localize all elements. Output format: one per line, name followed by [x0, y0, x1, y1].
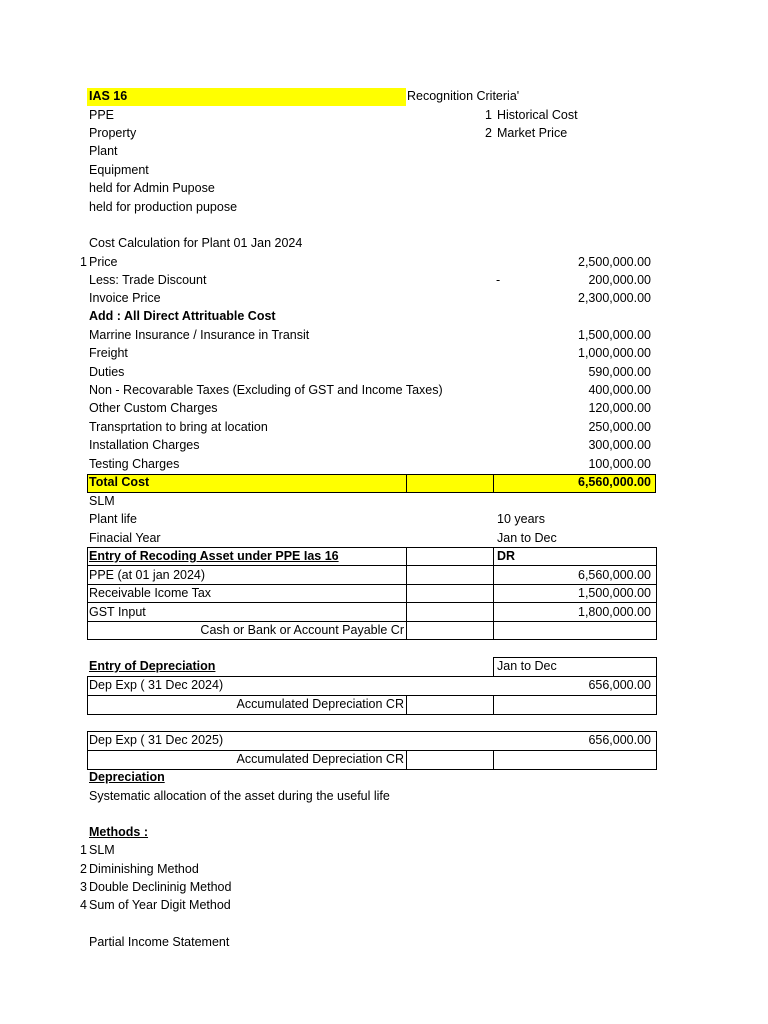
invoice-label: Invoice Price	[89, 291, 161, 305]
total-cell-mid	[406, 474, 494, 493]
dep-2024-label: Dep Exp ( 31 Dec 2024)	[89, 678, 224, 692]
dep-2025-label: Dep Exp ( 31 Dec 2025)	[89, 733, 224, 747]
direct-cost-value: 250,000.00	[588, 420, 651, 434]
direct-cost-value: 590,000.00	[588, 365, 651, 379]
direct-cost-label: Marrine Insurance / Insurance in Transit	[89, 328, 310, 342]
direct-cost-value: 400,000.00	[588, 383, 651, 397]
entry1-row-value: 1,800,000.00	[578, 605, 651, 619]
entry1-credit-label: Cash or Bank or Account Payable Cr	[200, 623, 404, 637]
financial-year-label: Finacial Year	[89, 531, 161, 545]
entry1-row-label: Receivable Icome Tax	[89, 586, 212, 600]
discount-sign: -	[496, 273, 501, 287]
dep-2025-value: 656,000.00	[588, 733, 651, 747]
accumulated-dep-2024: Accumulated Depreciation CR	[236, 697, 404, 711]
entry2-col-divider-2	[493, 695, 494, 715]
method-label: Sum of Year Digit Method	[89, 898, 231, 912]
entry1-col-divider-1	[406, 547, 407, 640]
method-number: 3	[80, 880, 87, 894]
title-highlight	[87, 88, 406, 106]
entry1-row-value: 1,500,000.00	[578, 586, 651, 600]
invoice-value: 2,300,000.00	[578, 291, 651, 305]
method-number: 2	[80, 862, 87, 876]
direct-cost-label: Testing Charges	[89, 457, 180, 471]
entry2-period: Jan to Dec	[497, 659, 557, 673]
ppe-item: Equipment	[89, 163, 149, 177]
add-direct-cost-label: Add : All Direct Attrituable Cost	[89, 309, 276, 323]
direct-cost-label: Installation Charges	[89, 438, 200, 452]
partial-income-statement: Partial Income Statement	[89, 935, 230, 949]
ppe-item: Plant	[89, 144, 118, 158]
direct-cost-value: 100,000.00	[588, 457, 651, 471]
direct-cost-value: 1,000,000.00	[578, 346, 651, 360]
direct-cost-label: Non - Recovarable Taxes (Excluding of GST and Income Taxes)	[89, 383, 443, 397]
direct-cost-label: Other Custom Charges	[89, 401, 218, 415]
direct-cost-value: 120,000.00	[588, 401, 651, 415]
method-number: 1	[80, 843, 87, 857]
direct-cost-label: Transprtation to bring at location	[89, 420, 268, 434]
total-cost-value: 6,560,000.00	[578, 475, 651, 489]
ppe-item: held for production pupose	[89, 200, 238, 214]
entry1-row-value: 6,560,000.00	[578, 568, 651, 582]
direct-cost-label: Freight	[89, 346, 128, 360]
criteria-label-1: Historical Cost	[497, 108, 578, 122]
ppe-item: Property	[89, 126, 137, 140]
direct-cost-value: 300,000.00	[588, 438, 651, 452]
ppe-item: PPE	[89, 108, 115, 122]
ppe-item: held for Admin Pupose	[89, 181, 215, 195]
entry3-col-divider-2	[493, 750, 494, 770]
cost-heading: Cost Calculation for Plant 01 Jan 2024	[89, 236, 303, 250]
method-label: Double Declininig Method	[89, 880, 232, 894]
depreciation-heading: Depreciation	[89, 770, 165, 784]
entry1-row-label: PPE (at 01 jan 2024)	[89, 568, 206, 582]
plant-life-value: 10 years	[497, 512, 545, 526]
depreciation-definition: Systematic allocation of the asset during the useful life	[89, 789, 390, 803]
direct-cost-value: 1,500,000.00	[578, 328, 651, 342]
entry3-col-divider-1	[406, 750, 407, 770]
entry1-col-divider-2	[493, 547, 494, 640]
plant-life-label: Plant life	[89, 512, 137, 526]
total-cost-label: Total Cost	[89, 475, 150, 489]
criteria-num-1: 1	[485, 108, 492, 122]
entry2-col-divider-1	[406, 695, 407, 715]
discount-label: Less: Trade Discount	[89, 273, 207, 287]
entry1-dr-header: DR	[497, 549, 516, 563]
method-label: SLM	[89, 843, 115, 857]
entry2-heading: Entry of Depreciation	[89, 659, 216, 673]
price-number: 1	[80, 255, 87, 269]
method-number: 4	[80, 898, 87, 912]
method-label: Diminishing Method	[89, 862, 199, 876]
entry1-row-divider	[87, 602, 657, 603]
entry1-heading: Entry of Recoding Asset under PPE Ias 16	[89, 549, 339, 563]
price-label: Price	[89, 255, 118, 269]
accumulated-dep-2025: Accumulated Depreciation CR	[236, 752, 404, 766]
financial-year-value: Jan to Dec	[497, 531, 557, 545]
criteria-label-2: Market Price	[497, 126, 568, 140]
direct-cost-label: Duties	[89, 365, 125, 379]
price-value: 2,500,000.00	[578, 255, 651, 269]
dep-2024-value: 656,000.00	[588, 678, 651, 692]
slm-label: SLM	[89, 494, 115, 508]
methods-heading: Methods :	[89, 825, 149, 839]
sheet-title: IAS 16	[89, 89, 128, 103]
entry1-row-label: GST Input	[89, 605, 146, 619]
discount-value: 200,000.00	[588, 273, 651, 287]
recognition-criteria: Recognition Criteria'	[407, 89, 520, 103]
entry1-row-divider	[87, 565, 657, 566]
criteria-num-2: 2	[485, 126, 492, 140]
